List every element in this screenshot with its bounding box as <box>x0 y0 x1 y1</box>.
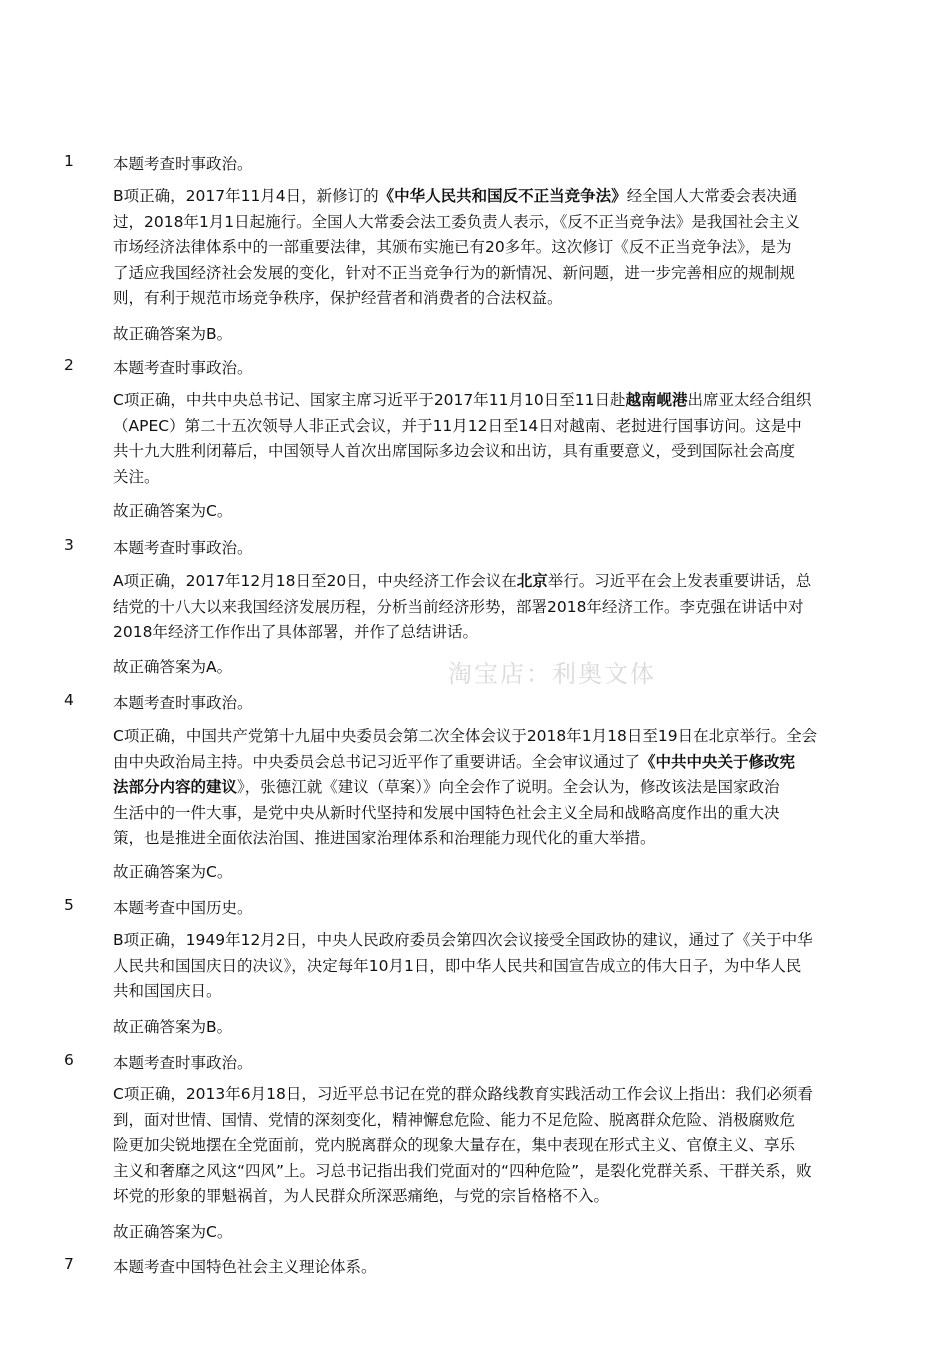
answer-line: 故正确答案为B。 <box>113 325 233 343</box>
question-number: 2 <box>64 356 74 374</box>
question-topic: 本题考查中国历史。 <box>113 899 253 917</box>
question-number: 7 <box>64 1255 74 1273</box>
question-number: 4 <box>64 691 74 709</box>
question-number: 6 <box>64 1051 74 1069</box>
explanation-line: 坏党的形象的罪魁祸首，为人民群众所深恶痛绝，与党的宗旨格格不入。 <box>113 1187 610 1205</box>
question-number: 3 <box>64 536 74 554</box>
answer-line: 故正确答案为C。 <box>113 863 233 881</box>
question-topic: 本题考查时事政治。 <box>113 155 253 173</box>
explanation-line: C项正确，中国共产党第十九届中央委员会第二次全体会议于2018年1月18日至19日在北京举行。全会 <box>113 727 818 745</box>
explanation-line: 共十九大胜利闭幕后，中国领导人首次出席国际多边会议和出访，具有重要意义，受到国际社会高度 <box>113 442 796 460</box>
explanation <box>113 928 865 1005</box>
explanation-line: C项正确，2013年6月18日，习近平总书记在党的群众路线教育实践活动工作会议上指出：我们必须看 <box>113 1085 813 1103</box>
explanation <box>113 724 865 852</box>
explanation-line: 则，有利于规范市场竞争秩序，保护经营者和消费者的合法权益。 <box>113 289 563 307</box>
explanation-line: 共和国国庆日。 <box>113 982 222 1000</box>
question-topic: 本题考查时事政治。 <box>113 539 253 557</box>
question-number: 5 <box>64 896 74 914</box>
explanation-line: 策，也是推进全面依法治国、推进国家治理体系和治理能力现代化的重大举措。 <box>113 829 656 847</box>
explanation-line: 市场经济法律体系中的一部重要法律，其颁布实施已有20多年。这次修订《反不正当竞争法》，是为 <box>113 238 792 256</box>
explanation-line: 关注。 <box>113 467 160 486</box>
question-topic: 本题考查时事政治。 <box>113 359 253 377</box>
answer-line: 故正确答案为C。 <box>113 1223 233 1241</box>
explanation-line: B项正确，1949年12月2日，中央人民政府委员会第四次会议接受全国政协的建议，通过了《关于中华 <box>113 931 813 949</box>
answer-line: 故正确答案为B。 <box>113 1018 233 1036</box>
explanation <box>113 1082 865 1210</box>
explanation-line: 主义和奢靡之风这“四风”上。习总书记指出我们党面对的“四种危险”，是裂化党群关系、干群关系，败 <box>113 1161 812 1180</box>
explanation-line: 了适应我国经济社会发展的变化，针对不正当竞争行为的新情况、新问题，进一步完善相应的规制规 <box>113 263 796 282</box>
explanation-line: 过，2018年1月1日起施行。全国人大常委会法工委负责人表示，《反不正当竞争法》是我国社会主义 <box>113 212 800 231</box>
explanation-line: 2018年经济工作作出了具体部署，并作了总结讲话。 <box>113 623 478 641</box>
answer-line: 故正确答案为C。 <box>113 502 233 520</box>
bold-emphasis: 《中华人民共和国反不正当竞争法》 <box>378 187 627 205</box>
explanation-line: B项正确，2017年11月4日，新修订的《中华人民共和国反不正当竞争法》经全国人大常委会表决通 <box>113 187 798 205</box>
explanation-line: （APEC）第二十五次领导人非正式会议，并于11月12日至14日对越南、老挝进行国事访问。这是中 <box>113 416 802 435</box>
explanation-line: 生活中的一件大事，是党中央从新时代坚持和发展中国特色社会主义全局和战略高度作出的重大决 <box>113 803 780 822</box>
answer-line: 故正确答案为A。 <box>113 658 233 676</box>
explanation-line: 人民共和国国庆日的决议》，决定每年10月1日，即中华人民共和国宣告成立的伟大日子，为中华人民 <box>113 956 802 975</box>
explanation-line: 结党的十八大以来我国经济发展历程，分析当前经济形势，部署2018年经济工作。李克强在讲话中对 <box>113 597 804 616</box>
question-topic: 本题考查时事政治。 <box>113 694 253 712</box>
explanation-line: 法部分内容的建议》，张德江就《建议（草案）》向全会作了说明。全会认为，修改该法是国家政治 <box>113 778 780 796</box>
watermark: 淘宝店：利奥文体 <box>448 660 656 688</box>
explanation-line: C项正确，中共中央总书记、国家主席习近平于2017年11月10日至11日赴越南岘港出席亚太经合组织 <box>113 391 812 409</box>
bold-emphasis: 北京 <box>516 572 548 590</box>
bold-emphasis: 法部分内容的建议 <box>113 778 238 796</box>
question-topic: 本题考查时事政治。 <box>113 1054 253 1072</box>
question-topic: 本题考查中国特色社会主义理论体系。 <box>113 1258 377 1276</box>
explanation <box>113 388 865 490</box>
explanation-line: 险更加尖锐地摆在全党面前，党内脱离群众的现象大量存在，集中表现在形式主义、官僚主义、享乐 <box>113 1136 796 1154</box>
explanation-line: 由中央政治局主持。中央委员会总书记习近平作了重要讲话。全会审议通过了《中共中央关于修改宪 <box>113 752 796 771</box>
bold-emphasis: 越南岘港 <box>625 391 688 409</box>
explanation-line: 到，面对世情、国情、党情的深刻变化，精神懈怠危险、能力不足危险、脱离群众危险、消极腐败危 <box>113 1110 796 1129</box>
explanation <box>113 569 865 646</box>
explanation <box>113 184 865 312</box>
bold-emphasis: 《中共中央关于修改宪 <box>640 752 796 771</box>
question-number: 1 <box>64 152 74 170</box>
explanation-line: A项正确，2017年12月18日至20日，中央经济工作会议在北京举行。习近平在会上发表重要讲话，总 <box>113 572 812 590</box>
